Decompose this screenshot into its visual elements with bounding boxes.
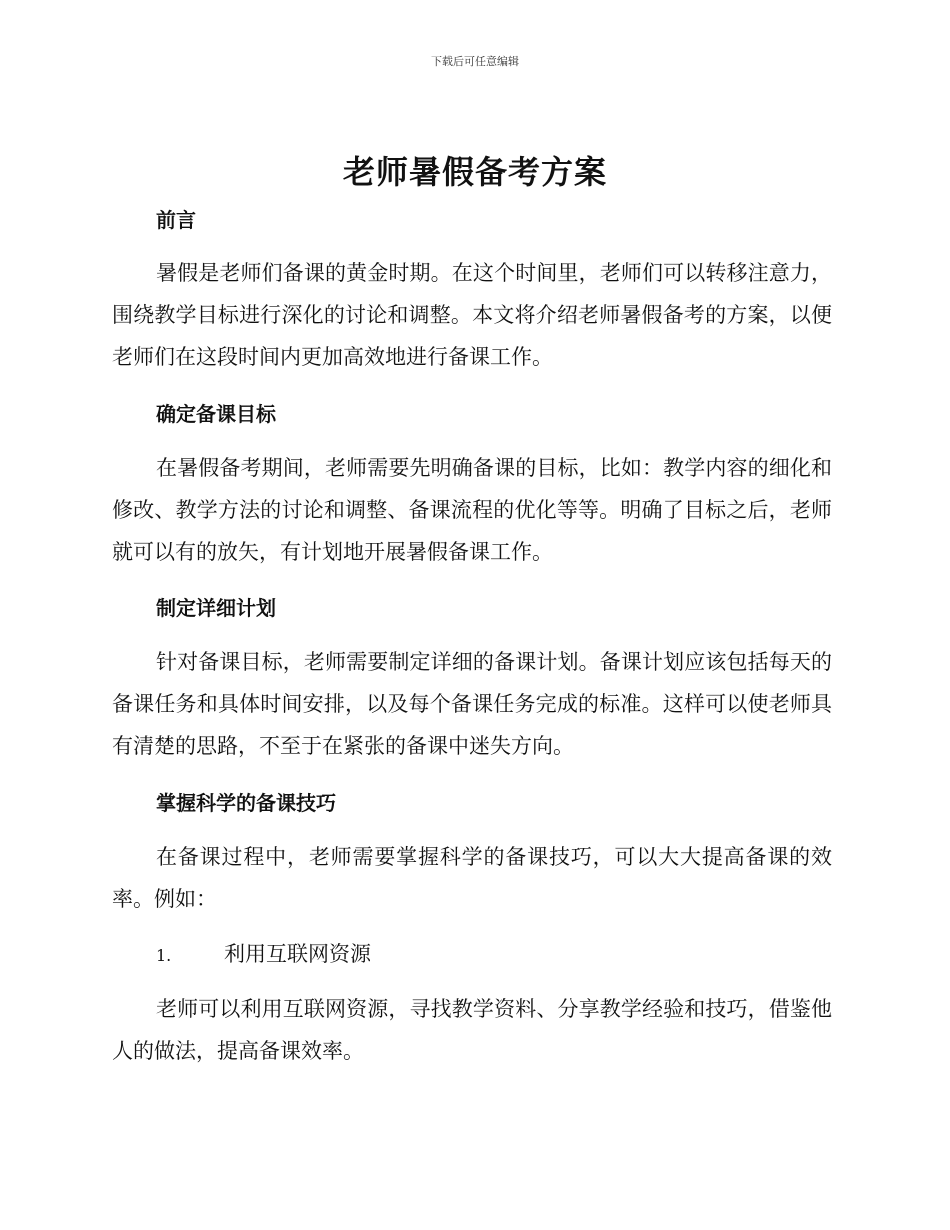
document-title: 老师暑假备考方案 (342, 153, 607, 191)
list-item-paragraph: 老师可以利用互联网资源，寻找教学资料、分享教学经验和技巧，借鉴他人的做法，提高备课效率。 (112, 997, 832, 1063)
list-item-number: 1. (156, 946, 172, 965)
section-heading-goals: 确定备课目标 (156, 402, 276, 426)
section-paragraph-plan: 针对备课目标，老师需要制定详细的备课计划。备课计划应该包括每天的备课任务和具体时间安排，以及每个备课任务完成的标准。这样可以使老师具有清楚的思路，不至于在紧张的备课中迷失方向。 (112, 650, 832, 758)
section-paragraph-preface: 暑假是老师们备课的黄金时期。在这个时间里，老师们可以转移注意力，围绕教学目标进行深化的讨论和调整。本文将介绍老师暑假备考的方案，以便老师们在这段时间内更加高效地进行备课工作。 (112, 261, 832, 369)
section-paragraph-techniques: 在备课过程中，老师需要掌握科学的备课技巧，可以大大提高备课的效率。例如： (112, 845, 832, 911)
section-paragraph-goals: 在暑假备考期间，老师需要先明确备课的目标，比如：教学内容的细化和修改、教学方法的讨论和调整、备课流程的优化等等。明确了目标之后，老师就可以有的放矢，有计划地开展暑假备课工作。 (112, 456, 832, 564)
section-heading-preface: 前言 (156, 208, 196, 232)
section-heading-plan: 制定详细计划 (156, 596, 276, 620)
page-header-note: 下载后可任意编辑 (431, 55, 519, 68)
section-heading-techniques: 掌握科学的备课技巧 (156, 791, 336, 815)
list-item (156, 939, 371, 971)
list-item-text: 利用互联网资源 (224, 942, 371, 966)
